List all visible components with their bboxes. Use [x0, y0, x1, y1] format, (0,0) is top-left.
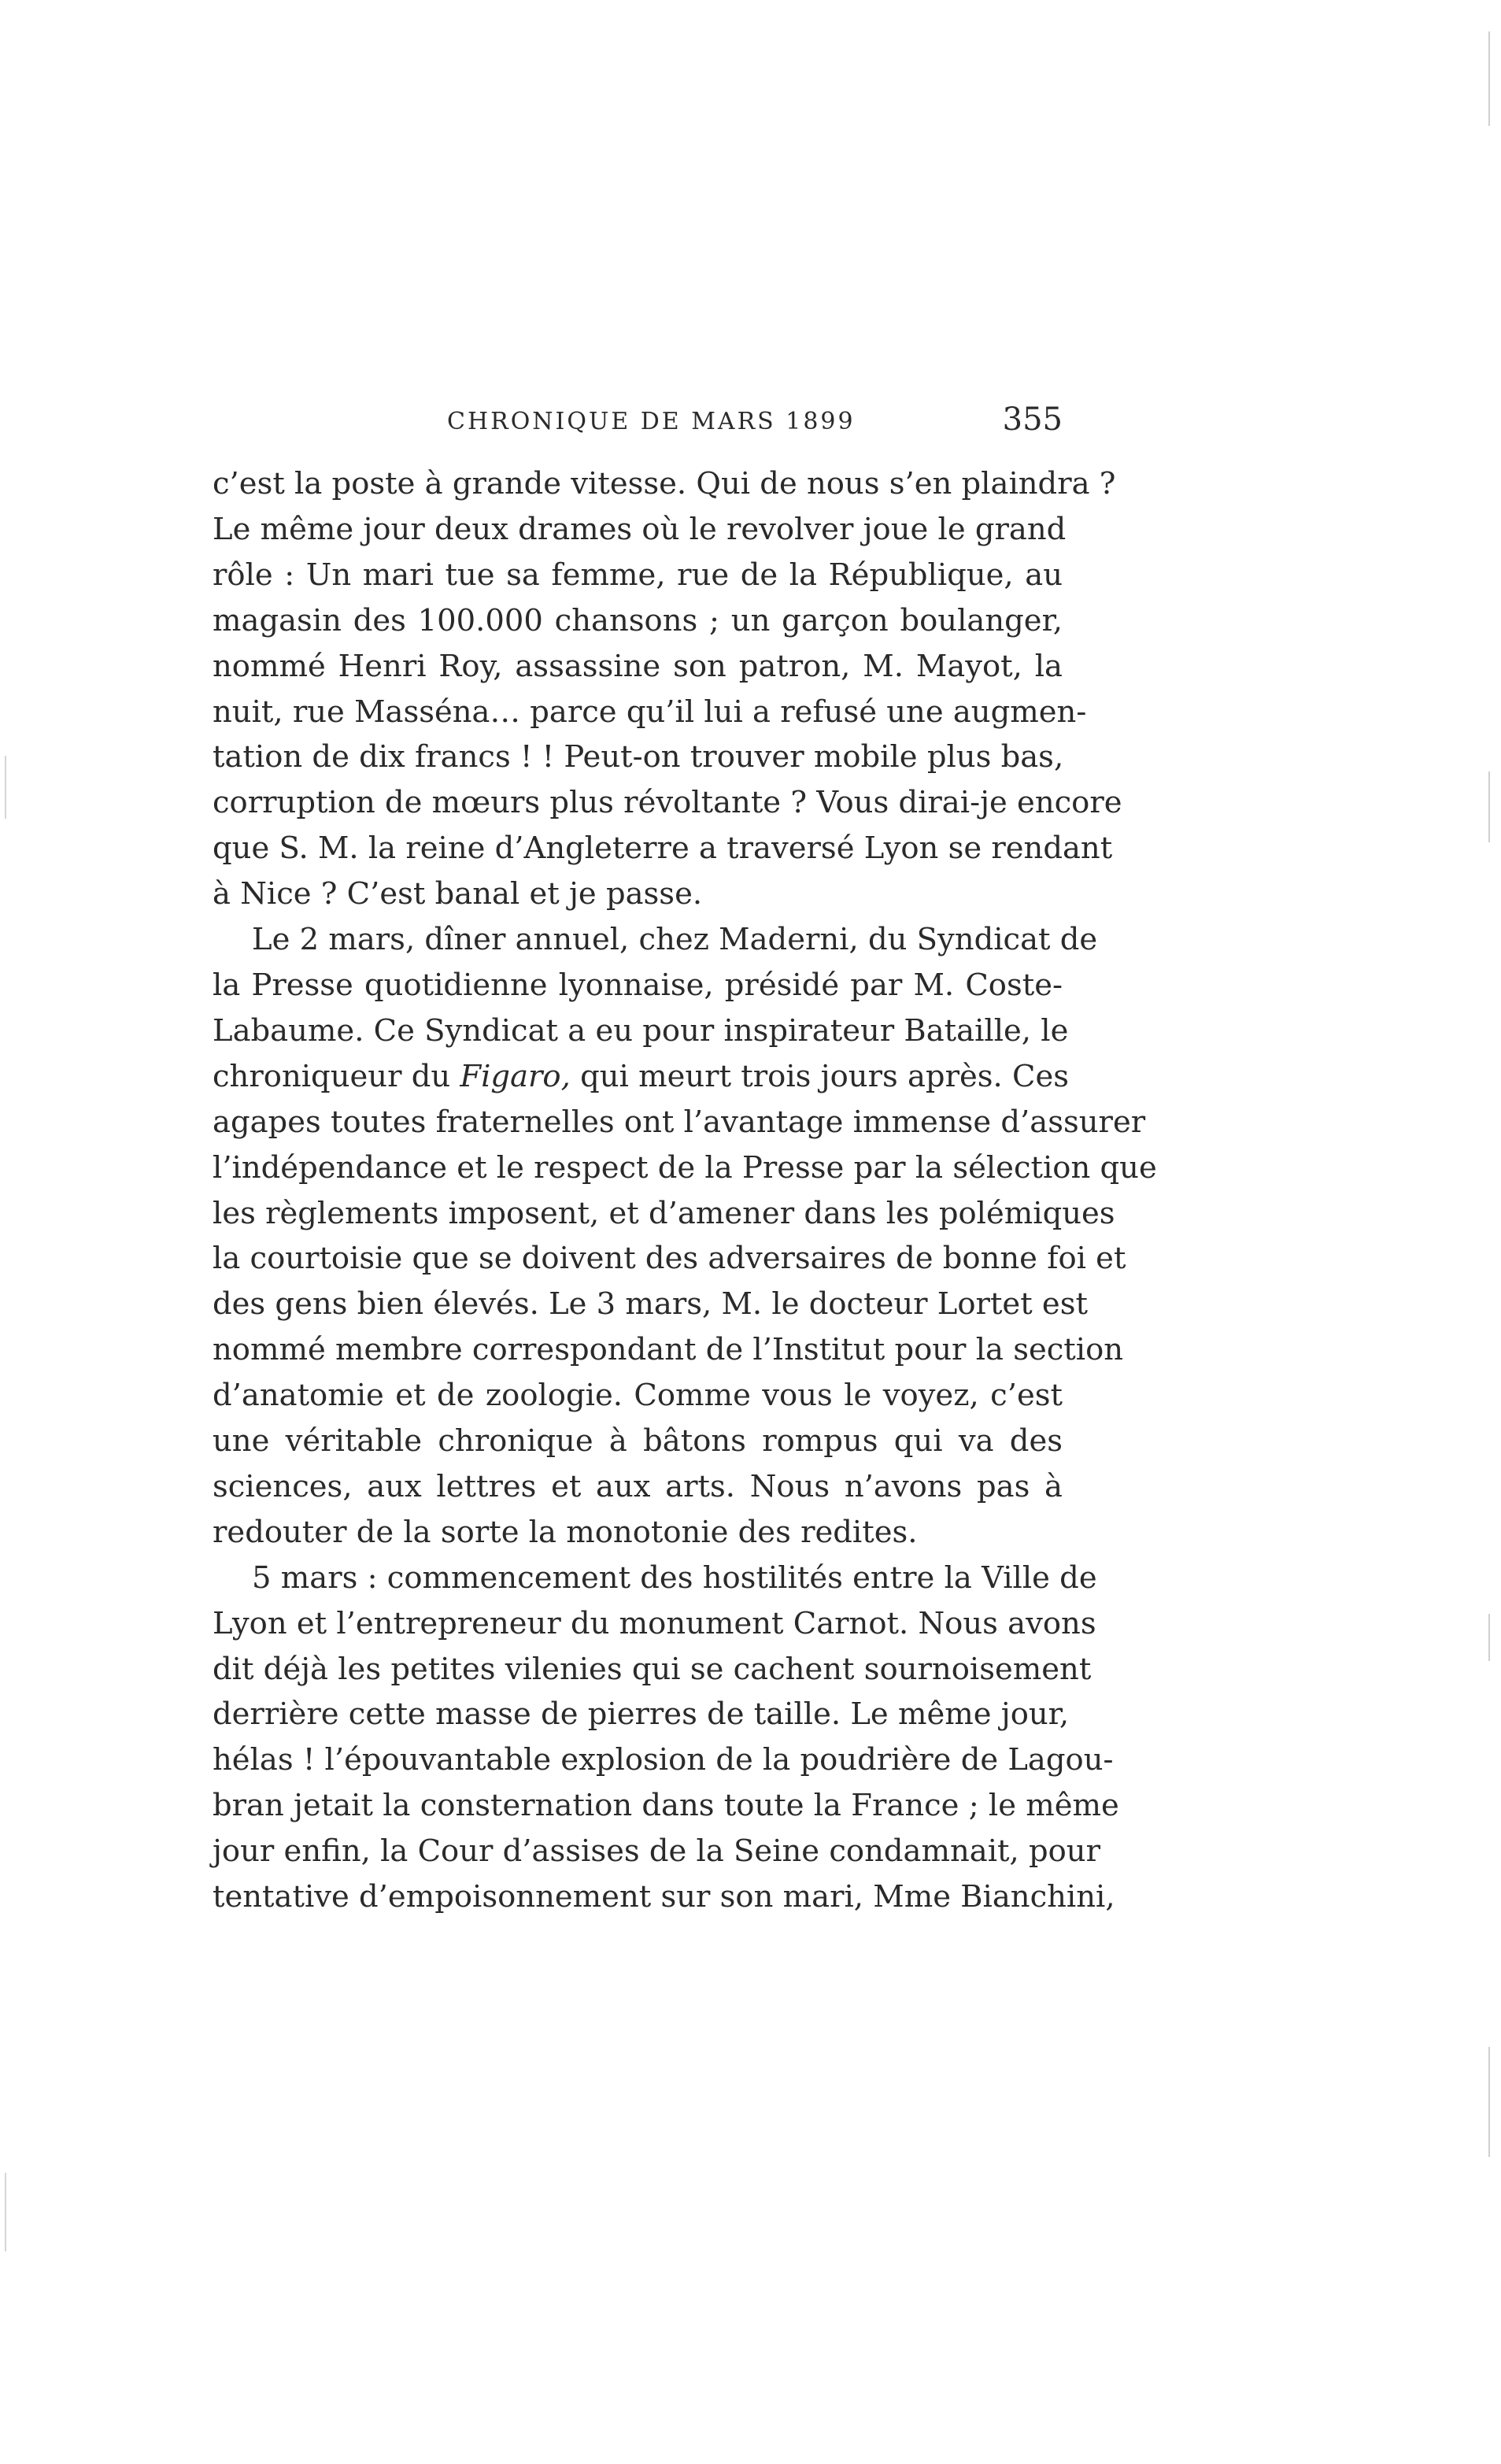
text-line: une véritable chronique à bâtons rompus qui va des	[213, 1423, 1063, 1460]
paragraph	[213, 461, 1122, 917]
body-text	[213, 461, 1157, 1920]
text-line: la courtoisie que se doivent des adversaires de bonne foi et	[213, 1241, 1126, 1277]
text-line: derrière cette masse de pierres de taille. Le même jour,	[213, 1696, 1070, 1733]
text-line: à Nice ? C’est banal et je passe.	[213, 876, 703, 912]
scan-edge-mark	[1488, 2047, 1490, 2157]
text-line: d’anatomie et de zoologie. Comme vous le voyez, c’est	[213, 1378, 1063, 1414]
scan-edge-mark	[1488, 1614, 1490, 1661]
text-line: tentative d’empoisonnement sur son mari, Mme Bianchini,	[213, 1879, 1115, 1915]
text-line: redouter de la sorte la monotonie des redites.	[213, 1514, 918, 1550]
scan-edge-mark	[5, 2173, 6, 2251]
text-line: tation de dix francs ! ! Peut-on trouver mobile plus bas,	[213, 739, 1064, 775]
text-line: chroniqueur du Figaro, qui meurt trois jours après. Ces	[213, 1058, 1069, 1094]
text-line: des gens bien élevés. Le 3 mars, M. le docteur Lortet est	[213, 1286, 1088, 1323]
text-line: Lyon et l’entrepreneur du monument Carnot. Nous avons	[213, 1605, 1096, 1641]
scan-edge-mark	[1488, 771, 1490, 842]
text-line: corruption de mœurs plus révoltante ? Vous dirai-je encore	[213, 785, 1122, 821]
text-line: 5 mars : commencement des hostilités entre la Ville de	[252, 1559, 1097, 1596]
text-line: que S. M. la reine d’Angleterre a traversé Lyon se rendant	[213, 831, 1113, 867]
text-line: jour enfin, la Cour d’assises de la Seine condamnait, pour	[213, 1833, 1101, 1870]
running-title: CHRONIQUE DE MARS 1899	[447, 408, 856, 435]
text-line: agapes toutes fraternelles ont l’avantage immense d’assurer	[213, 1104, 1146, 1140]
text-line: sciences, aux lettres et aux arts. Nous n’avons pas à	[213, 1468, 1063, 1504]
text-line: l’indépendance et le respect de la Presse par la sélection que	[213, 1149, 1157, 1186]
text-line: Le 2 mars, dîner annuel, chez Maderni, du Syndicat de	[252, 922, 1098, 958]
paragraph	[213, 1556, 1119, 1920]
italic-title: Figaro,	[460, 1058, 571, 1094]
text-line: bran jetait la consternation dans toute la France ; le même	[213, 1788, 1119, 1824]
text-line: rôle : Un mari tue sa femme, rue de la République, au	[213, 557, 1063, 593]
text-line: Labaume. Ce Syndicat a eu pour inspirateur Bataille, le	[213, 1012, 1069, 1049]
running-head	[213, 401, 1063, 449]
text-line: hélas ! l’épouvantable explosion de la poudrière de Lagou-	[213, 1742, 1114, 1778]
text-line: la Presse quotidienne lyonnaise, présidé par M. Coste-	[213, 967, 1063, 1003]
text-line: nommé membre correspondant de l’Institut pour la section	[213, 1332, 1124, 1368]
text-line: magasin des 100.000 chansons ; un garçon boulanger,	[213, 602, 1063, 638]
text-line: dit déjà les petites vilenies qui se cachent sournoisement	[213, 1651, 1092, 1687]
paragraph	[213, 917, 1157, 1556]
text-line: Le même jour deux drames où le revolver joue le grand	[213, 511, 1067, 547]
text-line: nuit, rue Masséna… parce qu’il lui a refusé une augmen-	[213, 694, 1087, 730]
page-number: 355	[1002, 401, 1063, 438]
scan-edge-mark	[1488, 31, 1490, 126]
text-line: nommé Henri Roy, assassine son patron, M. Mayot, la	[213, 648, 1063, 684]
text-line: c’est la poste à grande vitesse. Qui de nous s’en plaindra ?	[213, 466, 1116, 501]
text-line: les règlements imposent, et d’amener dans les polémiques	[213, 1195, 1115, 1231]
scan-edge-mark	[5, 756, 6, 819]
